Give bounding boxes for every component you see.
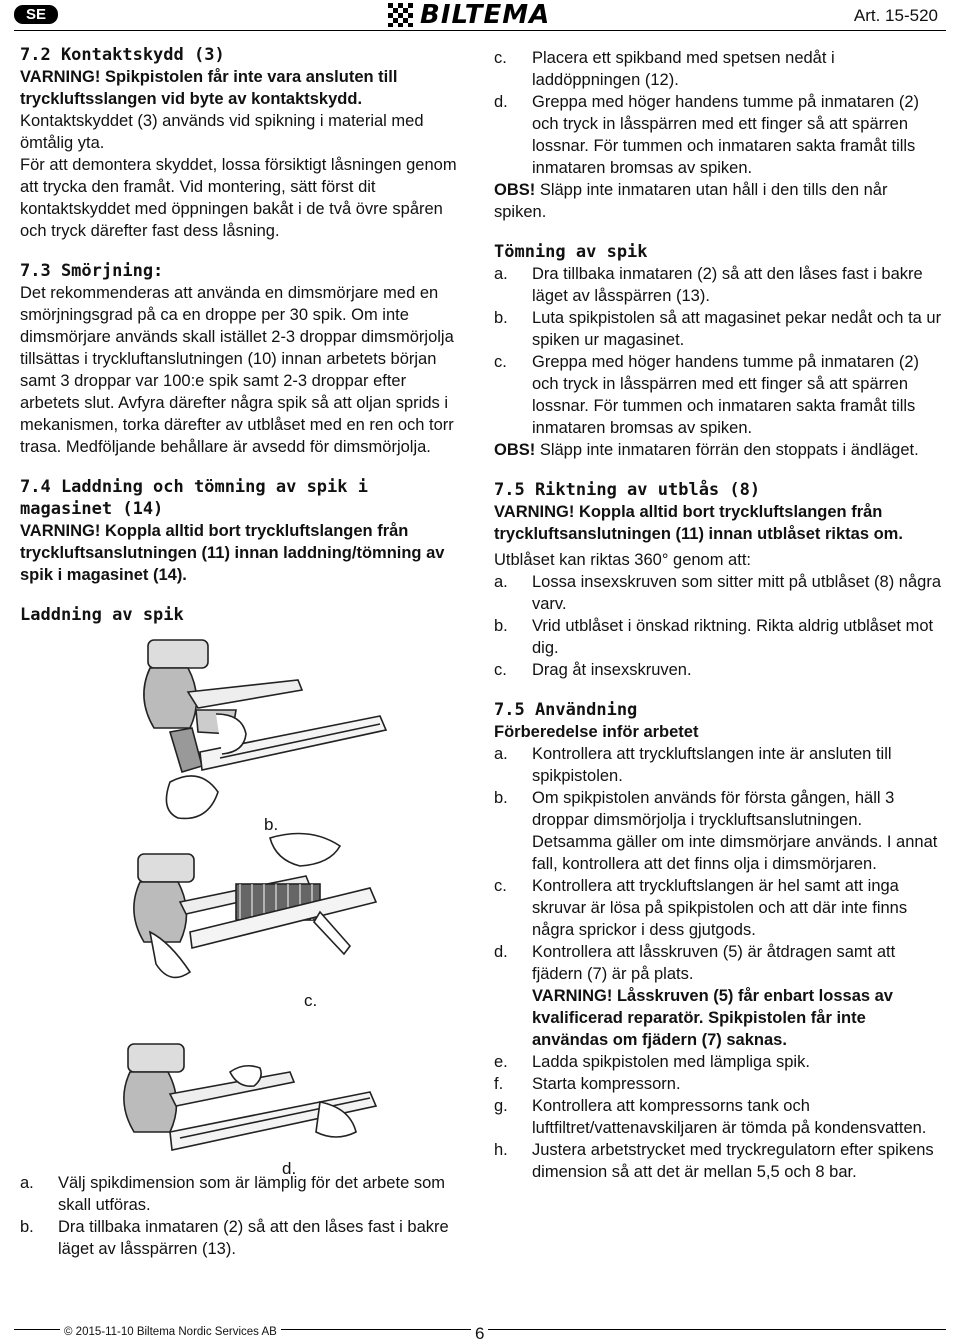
page-header [0, 0, 960, 30]
section-7-5-usage-title: 7.5 Användning [494, 700, 638, 720]
list-item: c. Drag åt insexskruven. [494, 661, 692, 679]
list-item: a. Kontrollera att tryckluftslangen inte är ansluten till spikpistolen. [494, 745, 892, 785]
list-item: c. Greppa med höger handens tumme på inmataren (2) och tryck in låsspärren med ett finger så att spärren lossnar. För tummen och inmataren sakta framåt tills inmataren bromsas av spiken. [494, 353, 920, 437]
article-number: Art. 15-520 [853, 6, 938, 25]
brand-logo [388, 2, 550, 28]
nail-gun-illustration [20, 632, 466, 1178]
checker-flag-icon [388, 3, 416, 27]
list-item: b. Vrid utblåset i önskad riktning. Rikta aldrig utblåset mot dig. [494, 617, 934, 657]
figure-label-c: c. [304, 991, 318, 1010]
emptying-title: Tömning av spik [494, 242, 648, 262]
figure-label-d: d. [282, 1159, 297, 1178]
section-7-5-exhaust-intro: Utblåset kan riktas 360° genom att: [494, 551, 751, 569]
preparation-subtitle: Förberedelse inför arbetet [494, 723, 699, 741]
section-7-4-warning: VARNING! Koppla alltid bort tryckluftslangen från tryckluftsanslutningen (11) innan laddning/tömning av spik i magasinet (14). [20, 522, 445, 584]
brand-name: BILTEMA [420, 0, 551, 30]
section-7-2-paragraph-1: Kontaktskyddet (3) används vid spikning i material med ömtålig yta. [20, 112, 424, 152]
section-7-2-warning: VARNING! Spikpistolen får inte vara ansluten till tryckluftsslangen vid byte av kontaktskydd. [20, 68, 398, 108]
figure-label-b: b. [264, 815, 279, 834]
list-item: a. Dra tillbaka inmataren (2) så att den låses fast i bakre läget av låsspärren (13). [494, 265, 923, 305]
list-item: a. Välj spikdimension som är lämplig för det arbete som skall utföras. [20, 1174, 446, 1214]
page-number: 6 [471, 1324, 488, 1344]
section-7-3-paragraph: Det rekommenderas att använda en dimsmörjare med en smörjningsgrad på ca en droppe per 30 spik. Om inte dimsmörjare används skall istället 2-3 droppar dimsmörjolja tillsättas i tryckluftanslutningen (10) innan arbetets början samt 3 droppar var 100:e spik samt 2-3 droppar efter arbetets slut. Avfyra därefter några spik så att oljan sprids i mekanismen, torka därefter av utblåset med en ren och torr trasa. Medföljande behållare är avsedd för dimsmörjolja. [20, 284, 454, 456]
list-item: h. Justera arbetstrycket med tryckregulatorn efter spikens dimension så att det är mellan 5,5 och 8 bar. [494, 1141, 934, 1181]
left-column [20, 44, 466, 1260]
list-item: a. Lossa insexskruven som sitter mitt på utblåset (8) några varv. [494, 573, 942, 613]
obs-note-2: OBS! Släpp inte inmataren förrän den stoppats i ändläget. [494, 441, 919, 459]
list-item: b. Om spikpistolen används för första gången, häll 3 droppar dimsmörjolja i tryckluftsanslutningen. Detsamma gäller om inte dimsmörjare används. I annat fall, kontrollera att det finns olja i dimsmörjaren. [494, 789, 938, 873]
header-divider [14, 30, 946, 31]
section-7-2-title: 7.2 Kontaktskydd (3) [20, 45, 225, 65]
loading-title: Laddning av spik [20, 605, 184, 625]
footer-copyright: © 2015-11-10 Biltema Nordic Services AB [60, 1326, 281, 1338]
list-item: b. Dra tillbaka inmataren (2) så att den låses fast i bakre läget av låsspärren (13). [20, 1218, 449, 1258]
list-item-warning: VARNING! Låsskruven (5) får enbart lossas av kvalificerad reparatör. Spikpistolen får inte användas om fjädern (7) saknas. [532, 987, 893, 1049]
list-item: f. Starta kompressorn. [494, 1075, 681, 1093]
section-7-2-paragraph-2: För att demontera skyddet, lossa försiktigt låsningen genom att trycka den framåt. Vid montering, sätt först dit kontaktskyddet med öppningen bakåt i de två övre spåren och tryck därefter fast dess låsning. [20, 156, 457, 240]
list-item: c. Kontrollera att tryckluftslangen är hel samt att inga skruvar är lösa på spikpistolen och att där inte finns några sprickor i dess gjutgods. [494, 877, 908, 939]
nail-gun-drawing [20, 632, 466, 1172]
list-item: b. Luta spikpistolen så att magasinet pekar nedåt och ta ur spiken ur magasinet. [494, 309, 942, 349]
right-column [494, 47, 944, 1183]
list-item: d. Kontrollera att låsskruven (5) är åtdragen samt att fjädern (7) är på plats. [494, 943, 896, 983]
section-7-5-exhaust-title: 7.5 Riktning av utblås (8) [494, 480, 761, 500]
section-7-3-title: 7.3 Smörjning: [20, 261, 164, 281]
list-item: e. Ladda spikpistolen med lämpliga spik. [494, 1053, 810, 1071]
section-7-4-title: 7.4 Laddning och tömning av spik i magasinet (14) [20, 477, 368, 519]
language-badge: SE [14, 5, 58, 24]
obs-note-1: OBS! Släpp inte inmataren utan håll i den tills den når spiken. [494, 181, 888, 221]
list-item: c. Placera ett spikband med spetsen nedåt i laddöppningen (12). [494, 49, 835, 89]
section-7-5-exhaust-warning: VARNING! Koppla alltid bort tryckluftslangen från tryckluftsanslutningen (11) innan utblåset riktas om. [494, 503, 903, 543]
list-item: g. Kontrollera att kompressorns tank och luftfiltret/vattenavskiljaren är tömda på kondensvatten. [494, 1097, 927, 1137]
list-item: d. Greppa med höger handens tumme på inmataren (2) och tryck in låsspärren med ett finger så att spärren lossnar. För tummen och inmataren sakta framåt tills inmataren bromsas av spiken. [494, 93, 920, 177]
